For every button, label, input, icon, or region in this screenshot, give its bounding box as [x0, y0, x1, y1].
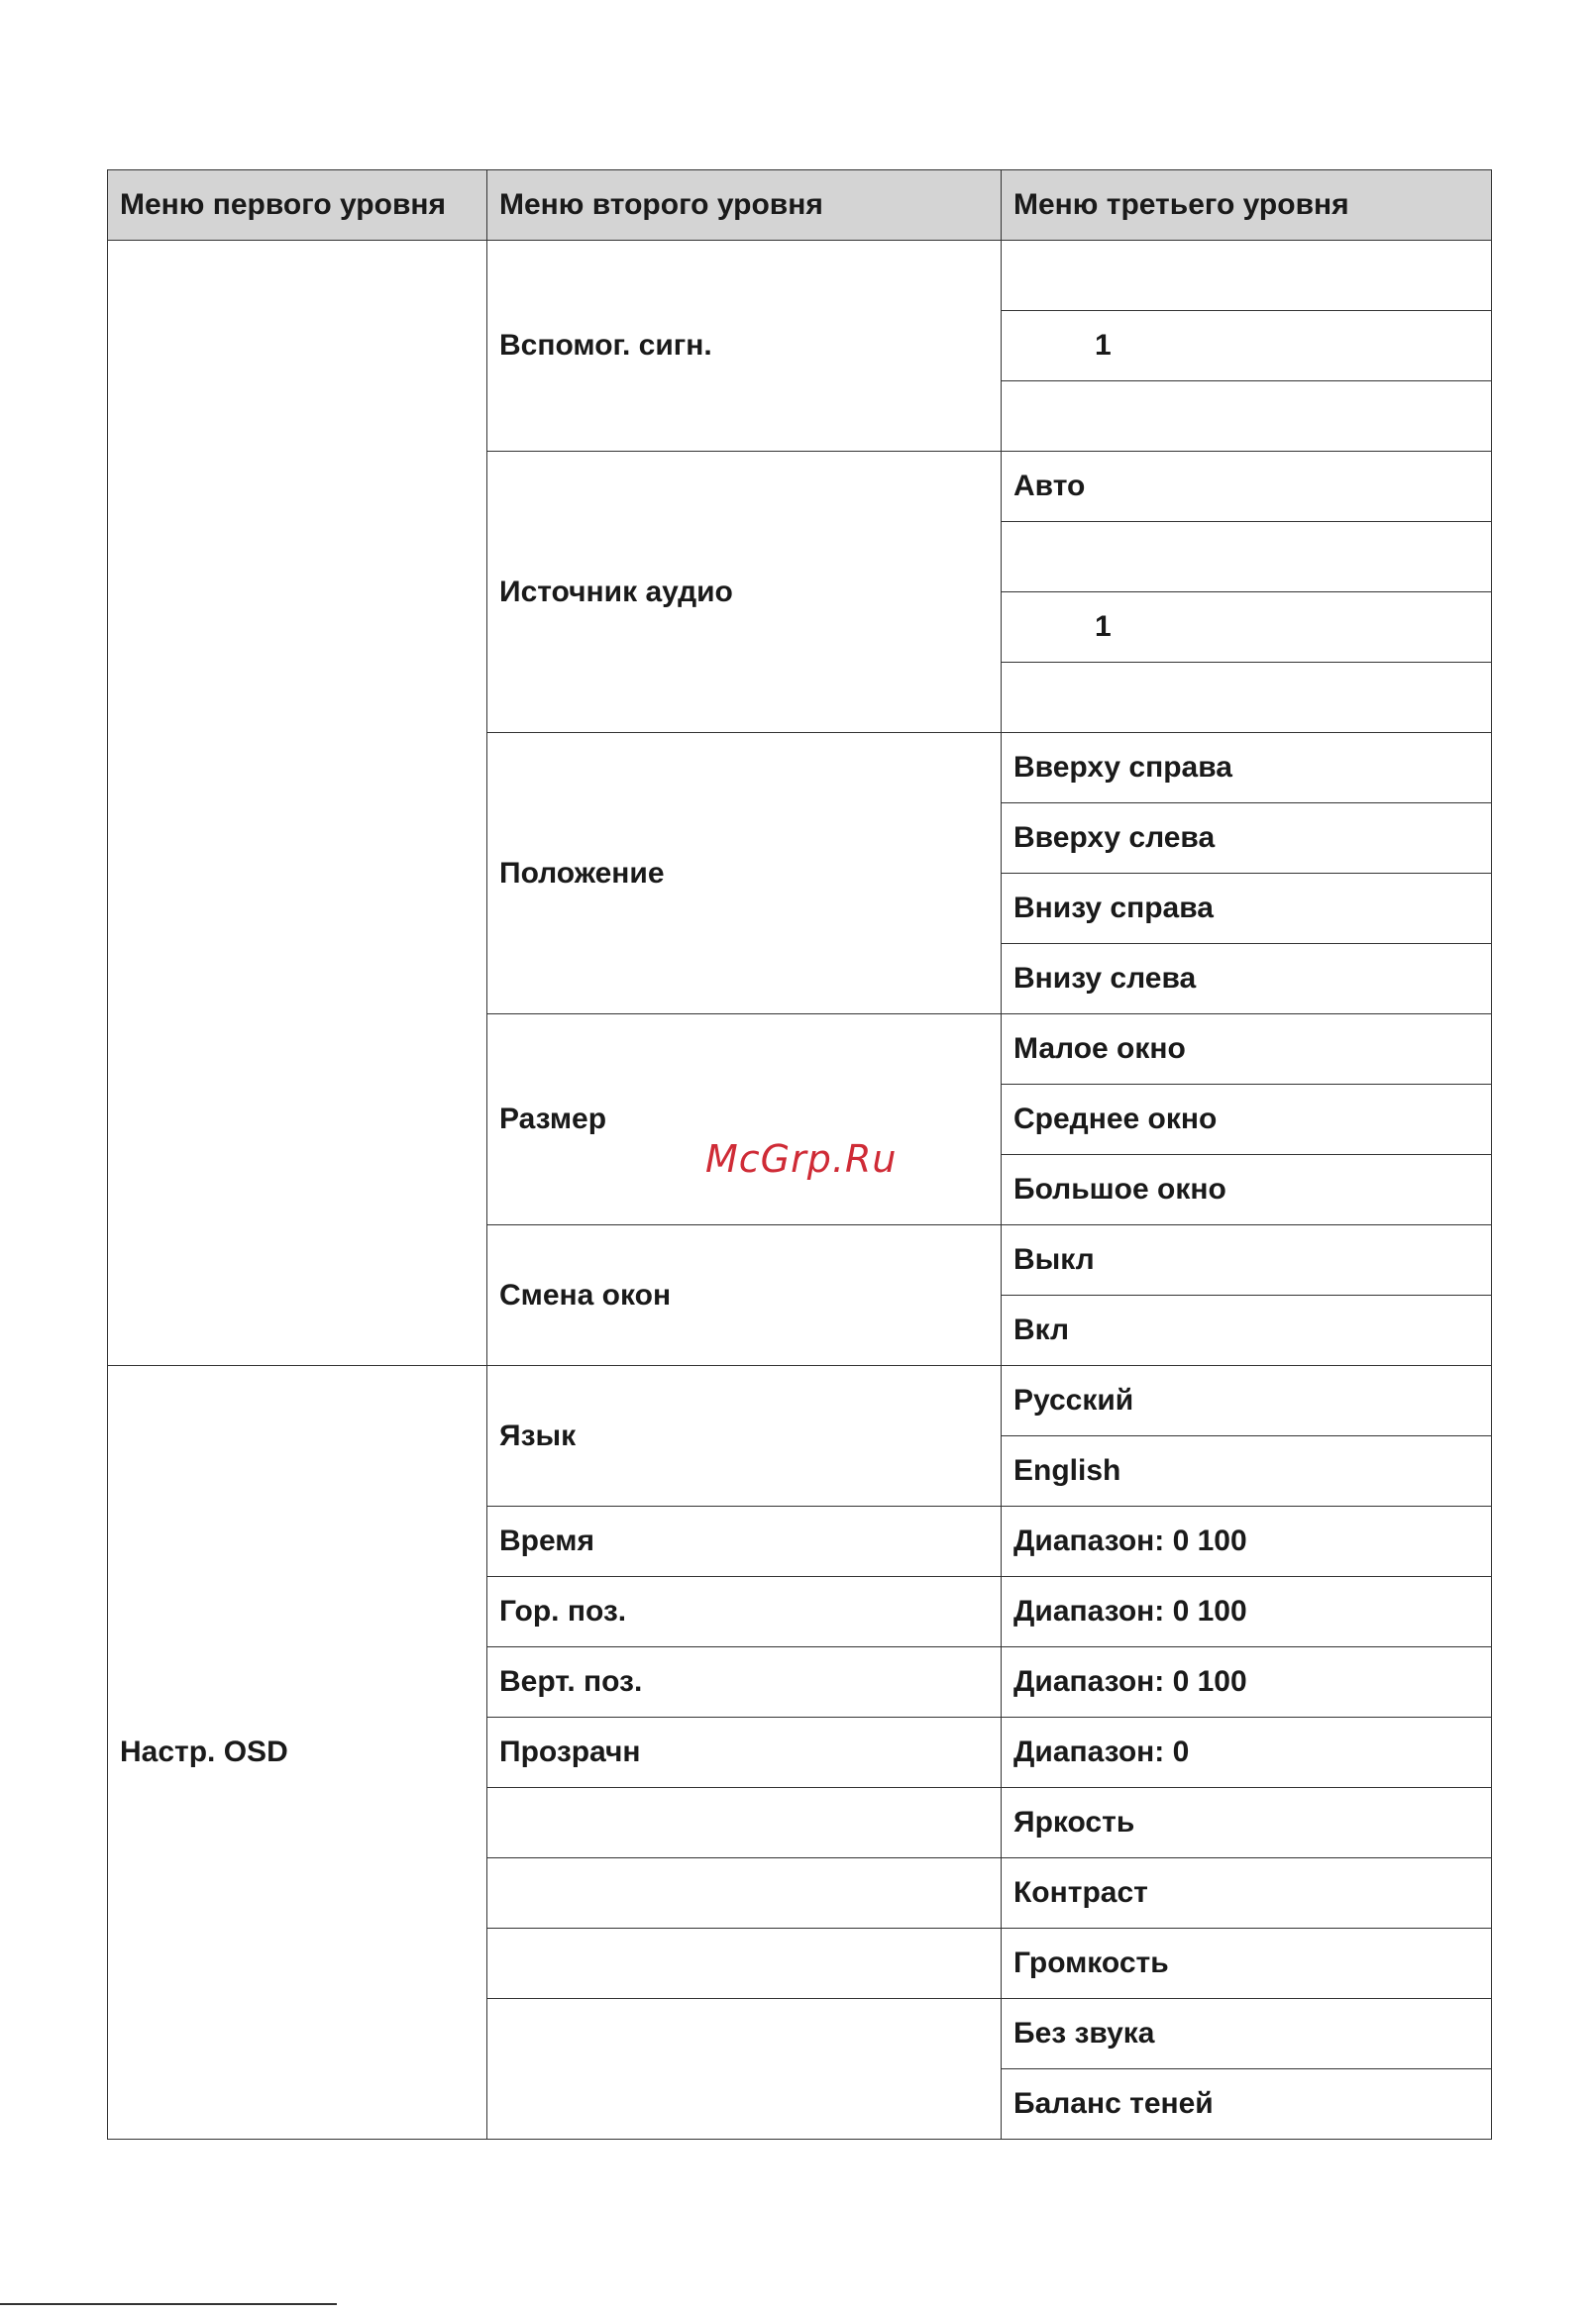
level3-cell: Без звука: [1002, 1999, 1492, 2069]
table-row: [108, 241, 1492, 311]
level3-cell: English: [1002, 1436, 1492, 1507]
level1-cell: [108, 241, 487, 1366]
level2-cell: Смена окон: [487, 1225, 1002, 1366]
level3-cell: Диапазон: 0 100: [1002, 1577, 1492, 1647]
level3-cell: Выкл: [1002, 1225, 1492, 1296]
level2-cell: [487, 1858, 1002, 1929]
watermark: McGrp.Ru: [705, 1137, 898, 1181]
level3-cell: Баланс теней: [1002, 2069, 1492, 2140]
header-level3: Меню третьего уровня: [1002, 170, 1492, 241]
level2-cell: Положение: [487, 733, 1002, 1014]
level3-cell: Вверху слева: [1002, 803, 1492, 874]
level3-cell: Вверху справа: [1002, 733, 1492, 803]
level3-cell: Вкл: [1002, 1296, 1492, 1366]
level2-cell: Гор. поз.: [487, 1577, 1002, 1647]
level3-cell: Большое окно: [1002, 1155, 1492, 1225]
level3-cell: Среднее окно: [1002, 1085, 1492, 1155]
level2-cell: Прозрачн: [487, 1718, 1002, 1788]
level3-cell: [1002, 381, 1492, 452]
level2-cell: Источник аудио: [487, 452, 1002, 733]
level2-cell: [487, 1788, 1002, 1858]
level3-cell: Диапазон: 0 100: [1002, 1507, 1492, 1577]
table-row: [108, 1366, 1492, 1436]
level1-cell: Настр. OSD: [108, 1366, 487, 2140]
level3-cell: 1: [1002, 311, 1492, 381]
level3-cell: Внизу слева: [1002, 944, 1492, 1014]
table-header-row: [108, 170, 1492, 241]
level2-cell: Время: [487, 1507, 1002, 1577]
level3-cell: Авто: [1002, 452, 1492, 522]
level3-cell: [1002, 522, 1492, 592]
level3-cell: Диапазон: 0: [1002, 1718, 1492, 1788]
level3-cell: Русский: [1002, 1366, 1492, 1436]
level2-cell: Язык: [487, 1366, 1002, 1507]
level3-cell: Внизу справа: [1002, 874, 1492, 944]
footer-divider: [0, 2303, 337, 2305]
level3-cell: Диапазон: 0 100: [1002, 1647, 1492, 1718]
level3-cell: Громкость: [1002, 1929, 1492, 1999]
level3-cell: Яркость: [1002, 1788, 1492, 1858]
level2-cell: Верт. поз.: [487, 1647, 1002, 1718]
level2-cell: Размер: [487, 1014, 1002, 1225]
header-level1: Меню первого уровня: [108, 170, 487, 241]
level3-cell: Малое окно: [1002, 1014, 1492, 1085]
level3-cell: 1: [1002, 592, 1492, 663]
level2-cell: [487, 1929, 1002, 1999]
header-level2: Меню второго уровня: [487, 170, 1002, 241]
level2-cell: [487, 1999, 1002, 2140]
level3-cell: [1002, 241, 1492, 311]
level3-cell: Контраст: [1002, 1858, 1492, 1929]
level2-cell: Вспомог. сигн.: [487, 241, 1002, 452]
level3-cell: [1002, 663, 1492, 733]
